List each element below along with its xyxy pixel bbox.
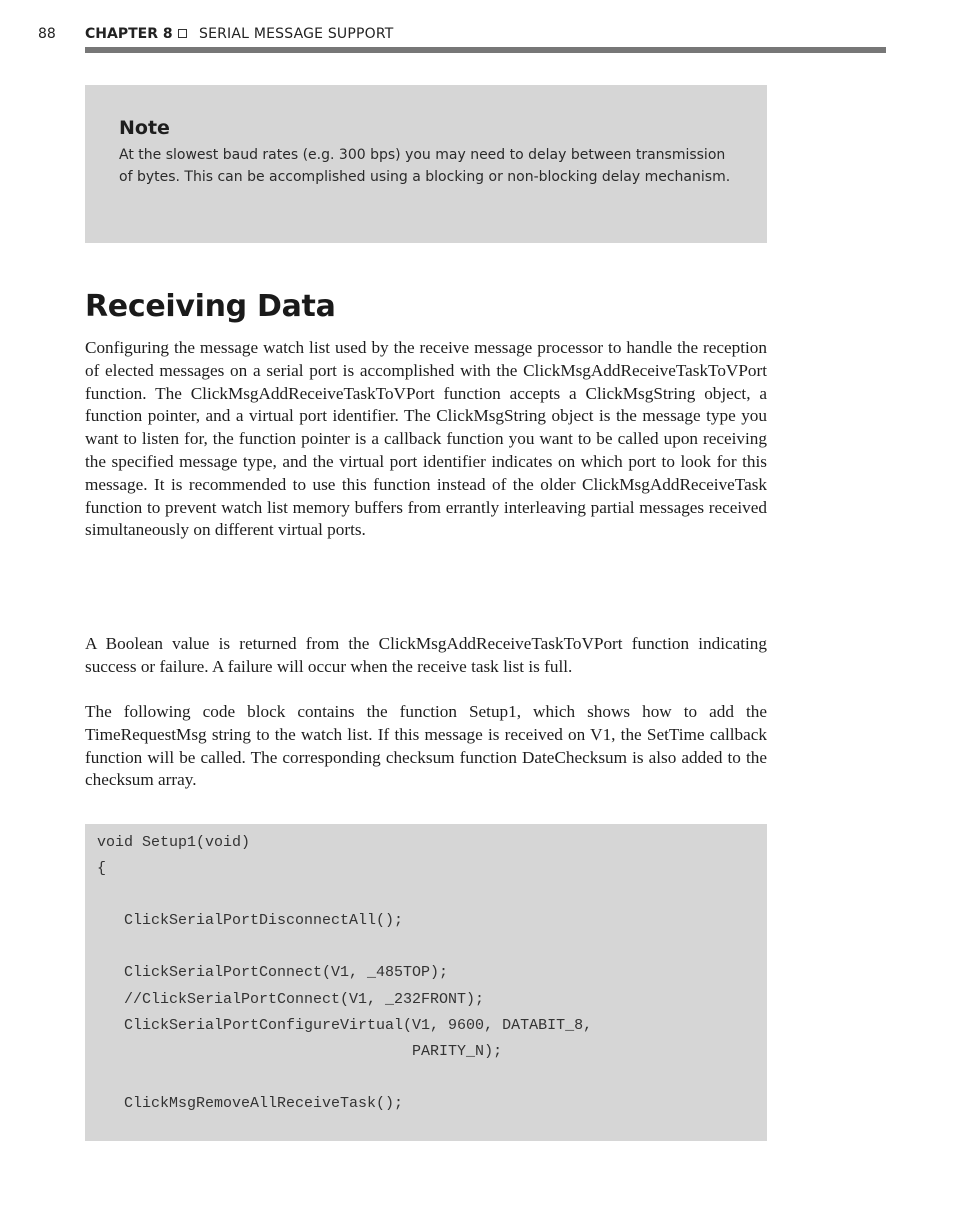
code-line: ClickMsgRemoveAllReceiveTask(); [97,1094,404,1112]
code-line [97,1065,755,1091]
chapter-label: CHAPTER 8 [85,26,173,42]
body-paragraph: A Boolean value is returned from the ClickMsgAddReceiveTaskToVPort function indicating success or failure. A failure will occur when the receive task list is full. [85,634,767,676]
code-line: ClickSerialPortDisconnectAll(); [97,912,404,930]
body-paragraph: The following code block contains the function Setup1, which shows how to add the TimeRequestMsg string to the watch list. If this message is received on V1, the SetTime callback function will be called. The corresponding checksum function DateChecksum is also added to the checksum array. [85,702,767,790]
header-rule [85,47,886,53]
code-line: //ClickSerialPortConnect(V1, _232FRONT); [97,990,485,1008]
code-line: void Setup1(void) [97,834,251,851]
page-number: 88 [38,26,56,42]
code-line: ClickSerialPortConfigureVirtual(V1, 9600, DATABIT_8, [97,1016,593,1034]
code-line [97,934,755,960]
code-line: { [97,860,107,878]
code-line: ClickSerialPortConnect(V1, _485TOP); [97,964,449,982]
note-body: At the slowest baud rates (e.g. 300 bps) you may need to delay between transmission of bytes. This can be accomplished using a blocking or non-blocking delay mechanism. [119,147,731,185]
body-paragraph: Configuring the message watch list used by the receive message processor to handle the reception of elected messages on a serial port is accomplished with the ClickMsgAddReceiveTaskToVPort function. The ClickMsgAddReceiveTaskToVPort function accepts a ClickMsgString object, a function pointer, and a virtual port identifier. The ClickMsgString object is the message type you want to listen for, the function pointer is a callback function you want to be called upon receiving the specified message type, and the virtual port identifier indicates on which port to look for this message. It is recommended to use this function instead of the older ClickMsgAddReceiveTask function to prevent watch list memory buffers from errantly interleaving partial messages received simultaneously on different virtual ports. [85,338,767,540]
note-box [85,85,767,243]
running-section-title: SERIAL MESSAGE SUPPORT [199,26,394,42]
square-separator-icon [178,29,187,38]
section-heading: Receiving Data [85,289,336,324]
code-block [85,824,767,1141]
code-line [97,882,755,908]
code-line: PARITY_N); [97,1042,503,1060]
note-title: Note [119,117,170,139]
